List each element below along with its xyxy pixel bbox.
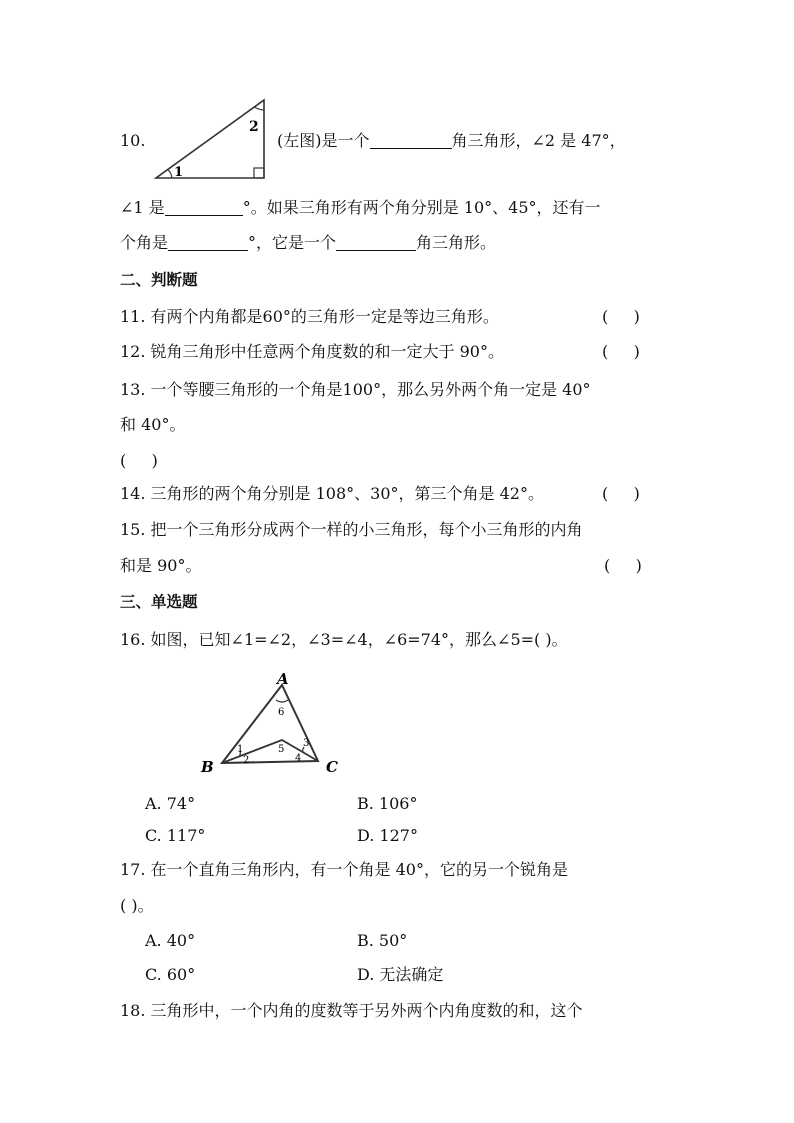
q13-line1: 13. 一个等腰三角形的一个角是100°，那么另外两个角一定是 40° bbox=[120, 380, 591, 399]
q11-text: 11. 有两个内角都是60°的三角形一定是等边三角形。 bbox=[120, 307, 499, 326]
q10-line2-suffix: °。如果三角形有两个角分别是 10°、45°，还有一 bbox=[242, 198, 601, 217]
q10-line2 bbox=[120, 198, 601, 218]
q17-option-b[interactable]: B. 50° bbox=[357, 931, 408, 950]
q17-line1: 17. 在一个直角三角形内，有一个角是 40°，它的另一个锐角是 bbox=[120, 860, 568, 879]
q10-line3-suffix: 角三角形。 bbox=[416, 233, 497, 252]
q15-line2: 和是 90°。 bbox=[120, 556, 202, 575]
q16-option-d[interactable]: D. 127° bbox=[357, 826, 418, 845]
q10-number: 10. bbox=[120, 131, 146, 150]
angle-6-label: 6 bbox=[278, 707, 285, 718]
q10-line3 bbox=[120, 233, 496, 253]
angle-1-label: 1 bbox=[174, 165, 184, 180]
q12-answer-paren[interactable]: ( ) bbox=[602, 342, 640, 361]
q17-line2: ( )。 bbox=[120, 896, 154, 915]
q15-line1: 15. 把一个三角形分成两个一样的小三角形，每个小三角形的内角 bbox=[120, 520, 583, 539]
q10-line1-suffix: 角三角形，∠2 是 47°， bbox=[451, 131, 626, 150]
q12-text: 12. 锐角三角形中任意两个角度数的和一定大于 90°。 bbox=[120, 342, 504, 361]
angle-5-label: 5 bbox=[278, 744, 285, 755]
vertex-c-label: C bbox=[326, 758, 338, 776]
q17-option-c[interactable]: C. 60° bbox=[145, 965, 196, 984]
right-triangle-figure bbox=[150, 96, 270, 182]
q10-blank-2[interactable] bbox=[165, 199, 243, 216]
q10-blank-3[interactable] bbox=[168, 234, 248, 251]
q10-line3-middle: °，它是一个 bbox=[248, 233, 337, 252]
q17-option-a[interactable]: A. 40° bbox=[145, 931, 196, 950]
section-single-choice-heading: 三、单选题 bbox=[120, 593, 198, 611]
q16-option-a[interactable]: A. 74° bbox=[145, 794, 196, 813]
q13-answer-paren[interactable]: ( ) bbox=[120, 451, 158, 470]
vertex-b-label: B bbox=[201, 758, 214, 776]
q16-option-c[interactable]: C. 117° bbox=[145, 826, 206, 845]
q16-option-b[interactable]: B. 106° bbox=[357, 794, 418, 813]
q10-line1-prefix: (左图)是一个 bbox=[277, 131, 370, 150]
q14-answer-paren[interactable]: ( ) bbox=[602, 484, 640, 503]
q10-line3-prefix: 个角是 bbox=[120, 233, 169, 252]
angle-1-label: 1 bbox=[237, 744, 244, 755]
angle-4-label: 4 bbox=[295, 753, 302, 764]
q10-line2-prefix: ∠1 是 bbox=[120, 198, 165, 217]
triangle-abc-figure bbox=[196, 664, 356, 780]
section-judge-heading: 二、判断题 bbox=[120, 271, 198, 289]
q10-blank-4[interactable] bbox=[336, 234, 416, 251]
q13-line2: 和 40°。 bbox=[120, 415, 186, 434]
angle-2-label: 2 bbox=[249, 119, 259, 135]
angle-3-label: 3 bbox=[303, 738, 310, 749]
q16-stem: 16. 如图，已知∠1=∠2，∠3=∠4，∠6=74°，那么∠5=( )。 bbox=[120, 630, 568, 649]
vertex-a-label: A bbox=[277, 670, 289, 688]
q15-answer-paren[interactable]: ( ) bbox=[604, 556, 642, 575]
angle-2-label: 2 bbox=[243, 755, 250, 766]
q11-answer-paren[interactable]: ( ) bbox=[602, 307, 640, 326]
q10-line1 bbox=[277, 131, 626, 151]
q14-text: 14. 三角形的两个角分别是 108°、30°，第三个角是 42°。 bbox=[120, 484, 544, 503]
q17-option-d[interactable]: D. 无法确定 bbox=[357, 965, 444, 984]
q10-blank-1[interactable] bbox=[370, 132, 452, 149]
q18-line1: 18. 三角形中，一个内角的度数等于另外两个内角度数的和，这个 bbox=[120, 1001, 583, 1020]
